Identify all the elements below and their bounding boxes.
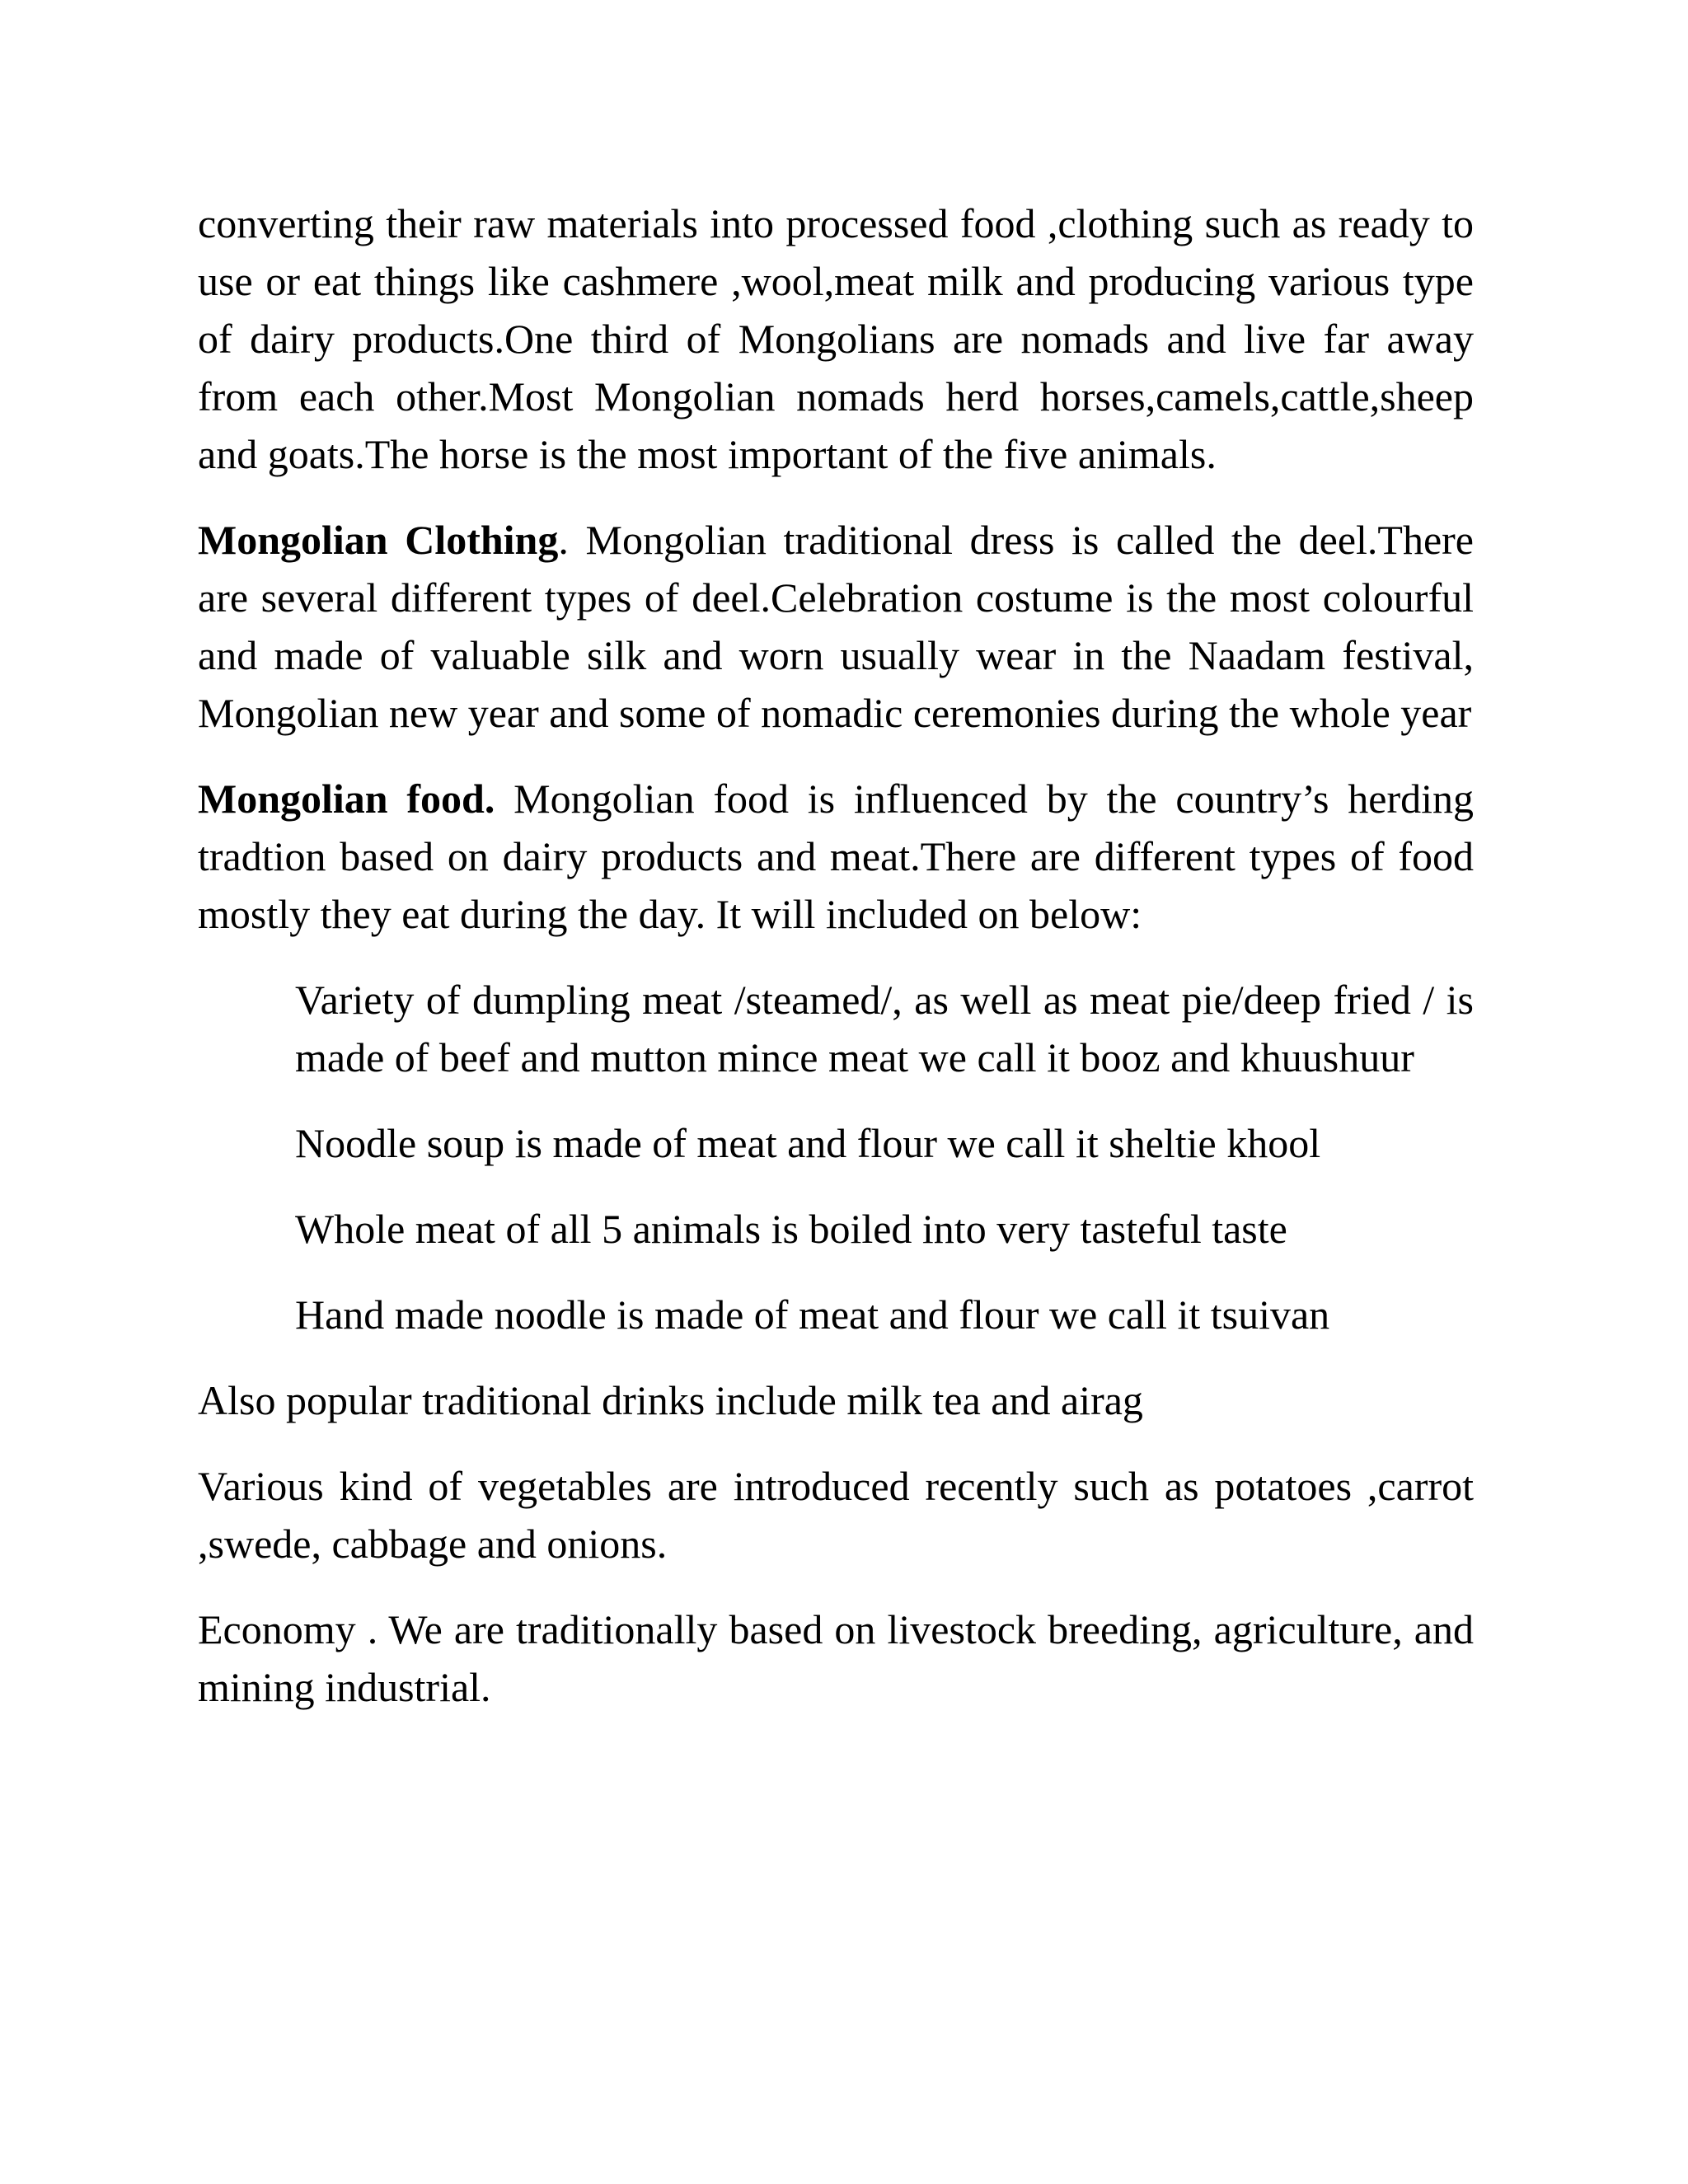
clothing-heading: Mongolian Clothing <box>198 517 559 563</box>
vegetables-paragraph: Various kind of vegetables are introduced recently such as potatoes ,carrot ,swede, cabbage and onions. <box>198 1463 1474 1567</box>
intro-paragraph: converting their raw materials into processed food ,clothing such as ready to use or eat things like cashmere ,wool,meat milk and producing various type of dairy products.One third of Mongolians are nomads and live far away from each other.Most Mongolian nomads herd horses,camels,cattle,sheep and goats.The horse is the most important of the five animals. <box>198 200 1474 477</box>
food-paragraph <box>198 770 1474 943</box>
clothing-paragraph <box>198 511 1474 742</box>
drinks-paragraph: Also popular traditional drinks include milk tea and airag <box>198 1377 1143 1423</box>
food-item: Whole meat of all 5 animals is boiled into very tasteful taste <box>295 1206 1287 1252</box>
clothing-text: . Mongolian traditional dress is called the deel.There are several different types of deel.Celebration costume is the most colourful and made of valuable silk and worn usually wear in the Naadam festival, Mongolian new year and some of nomadic ceremonies during the whole year <box>198 517 1475 736</box>
food-heading: Mongolian food. <box>198 776 495 822</box>
document-page <box>198 194 1474 1744</box>
food-item: Noodle soup is made of meat and flour we call it sheltie khool <box>295 1120 1321 1166</box>
food-text: Mongolian food is influenced by the country’s herding tradtion based on dairy products and meat.There are different types of food mostly they eat during the day. It will included on below: <box>198 776 1474 937</box>
food-item: Hand made noodle is made of meat and flour we call it tsuivan <box>295 1291 1330 1338</box>
economy-paragraph: Economy . We are traditionally based on livestock breeding, agriculture, and mining industrial. <box>198 1606 1474 1710</box>
food-item: Variety of dumpling meat /steamed/, as well as meat pie/deep fried / is made of beef and mutton mince meat we call it booz and khuushuur <box>295 977 1474 1080</box>
